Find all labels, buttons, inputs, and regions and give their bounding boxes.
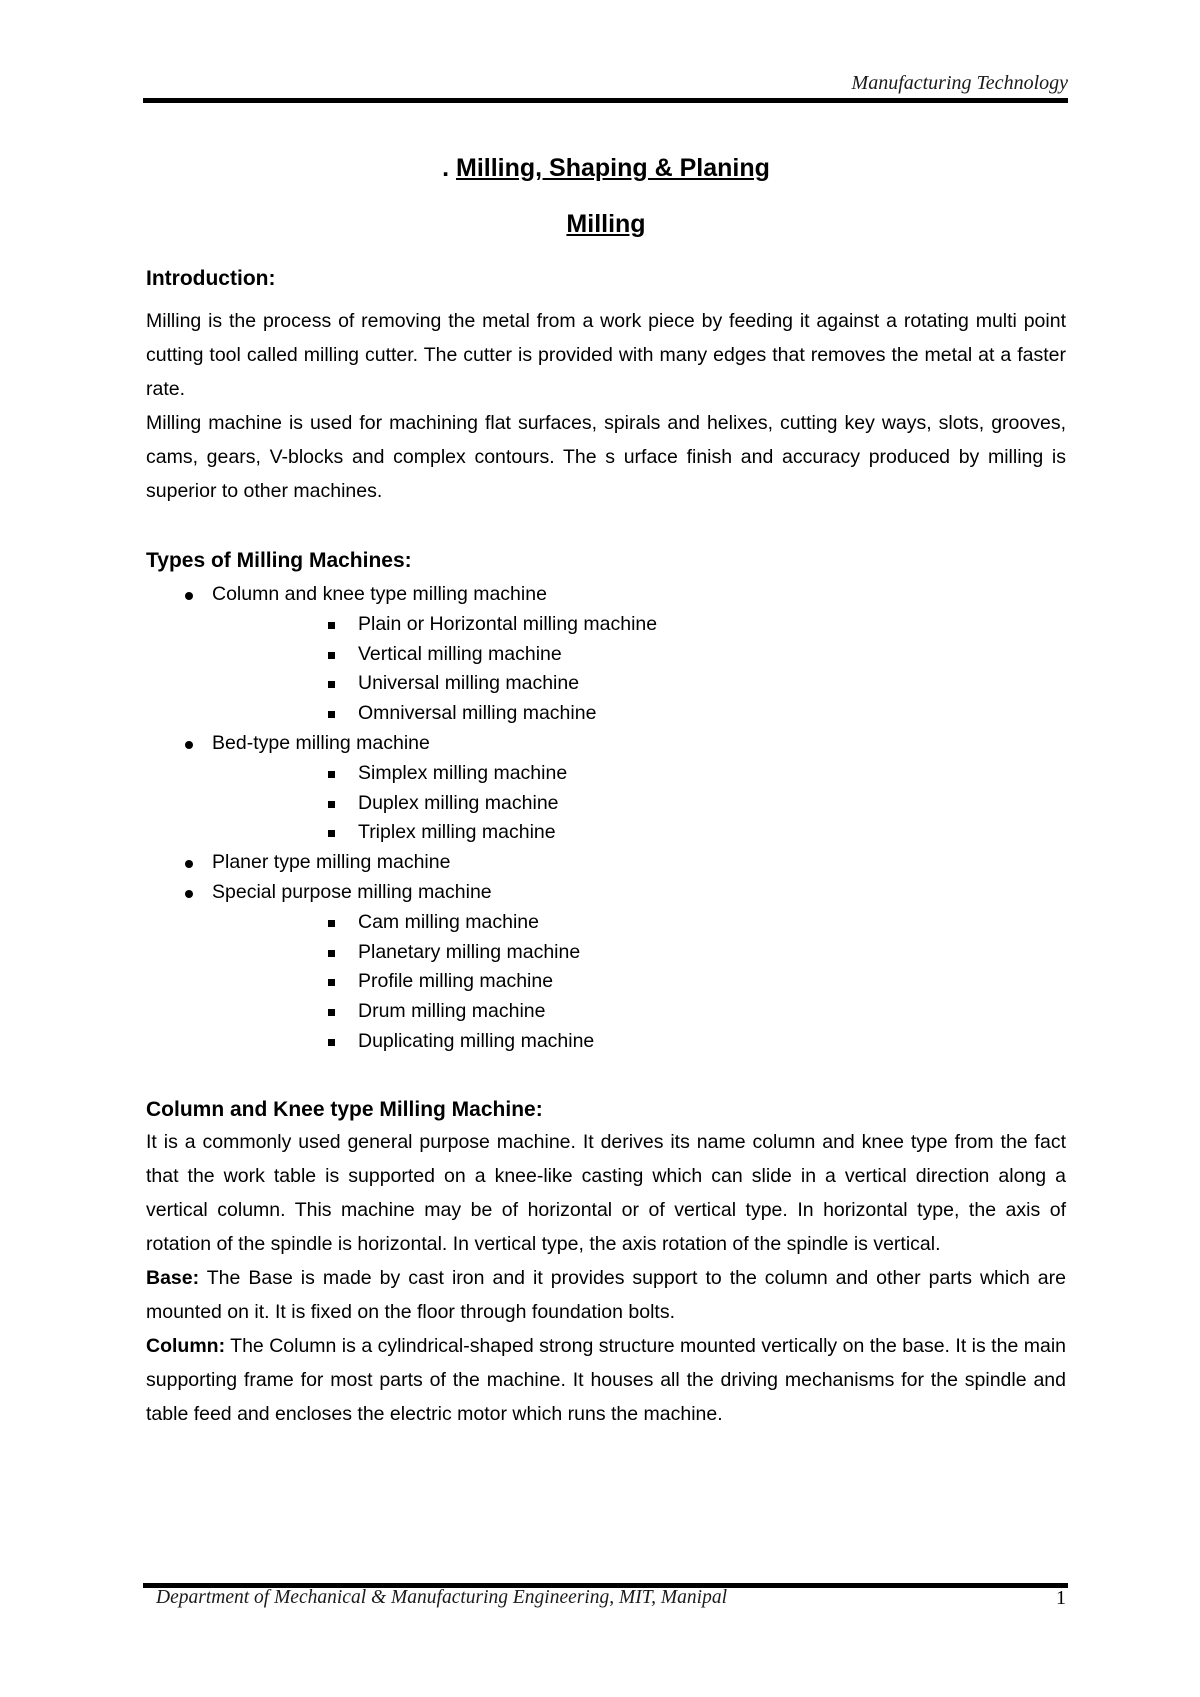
bullet-square-icon <box>328 771 335 778</box>
bullet-square-icon <box>328 950 335 957</box>
column-paragraph <box>146 1329 1066 1431</box>
sub-list <box>212 610 1066 729</box>
chapter-title-text: Milling, Shaping & Planing <box>456 154 770 182</box>
sub-list-item-label: Cam milling machine <box>358 910 539 933</box>
sub-list-item <box>212 908 1066 938</box>
sub-list-item-label: Plain or Horizontal milling machine <box>358 612 658 635</box>
footer-department: Department of Mechanical & Manufacturing Engineering, MIT, Manipal <box>156 1587 728 1608</box>
list-item-label: Planer type milling machine <box>212 851 451 874</box>
base-paragraph <box>146 1261 1066 1329</box>
sub-list-item-label: Duplicating milling machine <box>358 1029 595 1052</box>
intro-paragraph: Milling is the process of removing the metal from a work piece by feeding it against a rotating multi point cutting tool called milling cutter. The cutter is provided with many edges that removes the metal at a faster rate. <box>146 310 1066 400</box>
bullet-square-icon <box>328 1039 335 1046</box>
types-list <box>146 580 1066 1057</box>
sub-list-item <box>212 818 1066 848</box>
list-item <box>146 729 1066 848</box>
list-item <box>146 580 1066 729</box>
section-title: Milling <box>566 210 646 238</box>
running-header: Manufacturing Technology <box>851 72 1068 94</box>
intro-paragraph-2: Milling machine is used for machining flat surfaces, spirals and helixes, cutting key ways, slots, grooves, cams, gears, V-blocks and complex contours. The s urface finish and accuracy produced by milling is superior to other machines. <box>146 412 1066 502</box>
bullet-square-icon <box>328 830 335 837</box>
sub-list <box>212 908 1066 1057</box>
types-heading: Types of Milling Machines: <box>146 549 412 572</box>
sub-list-item-label: Simplex milling machine <box>358 761 568 784</box>
sub-list-item-label: Vertical milling machine <box>358 642 562 665</box>
sub-list <box>212 759 1066 848</box>
sub-list-item-label: Omniversal milling machine <box>358 702 597 725</box>
sub-list-item <box>212 967 1066 997</box>
column-label: Column: <box>146 1334 226 1357</box>
sub-list-item <box>212 1027 1066 1057</box>
bullet-square-icon <box>328 711 335 718</box>
bullet-dot-icon <box>185 890 193 898</box>
list-item-label: Bed-type milling machine <box>212 731 430 754</box>
sub-list-item-label: Profile milling machine <box>358 970 554 993</box>
sub-list-item <box>212 610 1066 640</box>
bullet-square-icon <box>328 622 335 629</box>
sub-list-item-label: Planetary milling machine <box>358 940 581 963</box>
list-item-label: Column and knee type milling machine <box>212 583 547 605</box>
sub-list-item-label: Triplex milling machine <box>358 821 556 844</box>
chapter-title <box>146 150 1066 186</box>
bullet-square-icon <box>328 801 335 808</box>
bullet-square-icon <box>328 681 335 688</box>
sub-list-item <box>212 669 1066 699</box>
sub-list-item <box>212 997 1066 1027</box>
list-item <box>146 848 1066 878</box>
sub-list-item-label: Duplex milling machine <box>358 791 559 814</box>
bullet-square-icon <box>328 979 335 986</box>
sub-list-item <box>212 789 1066 819</box>
bullet-square-icon <box>328 1009 335 1016</box>
header-rule <box>143 98 1068 103</box>
column-knee-heading: Column and Knee type Milling Machine: <box>146 1097 543 1121</box>
bullet-square-icon <box>328 920 335 927</box>
column-text: The Column is a cylindrical-shaped strong structure mounted vertically on the base. It is the main supporting frame for most parts of the machine. It houses all the driving mechanisms for the spindle and table feed and encloses the electric motor which runs the machine. <box>146 1334 1066 1425</box>
base-label: Base: <box>146 1266 200 1289</box>
bullet-square-icon <box>328 652 335 659</box>
sub-list-item <box>212 759 1066 789</box>
bullet-dot-icon <box>185 592 193 600</box>
chapter-title-prefix: . <box>442 154 456 182</box>
page-number: 1 <box>1056 1587 1066 1609</box>
sub-list-item-label: Universal milling machine <box>358 672 580 695</box>
base-text: The Base is made by cast iron and it provides support to the column and other parts which are mounted on it. It is fixed on the floor through foundation bolts. <box>146 1266 1066 1323</box>
column-knee-paragraph: It is a commonly used general purpose machine. It derives its name column and knee type from the fact that the work table is supported on a knee-like casting which can slide in a vertical direction along a vertical column. This machine may be of horizontal or of vertical type. In horizontal type, the axis of rotation of the spindle is horizontal. In vertical type, the axis rotation of the spindle is vertical. <box>146 1130 1066 1255</box>
bullet-dot-icon <box>185 741 193 749</box>
sub-list-item <box>212 640 1066 670</box>
list-item-label: Special purpose milling machine <box>212 880 492 903</box>
bullet-dot-icon <box>185 860 193 868</box>
sub-list-item <box>212 699 1066 729</box>
page-content <box>146 150 1066 1431</box>
list-item <box>146 878 1066 1057</box>
sub-list-item-label: Drum milling machine <box>358 1000 546 1023</box>
sub-list-item <box>212 938 1066 968</box>
intro-heading: Introduction: <box>146 267 276 290</box>
